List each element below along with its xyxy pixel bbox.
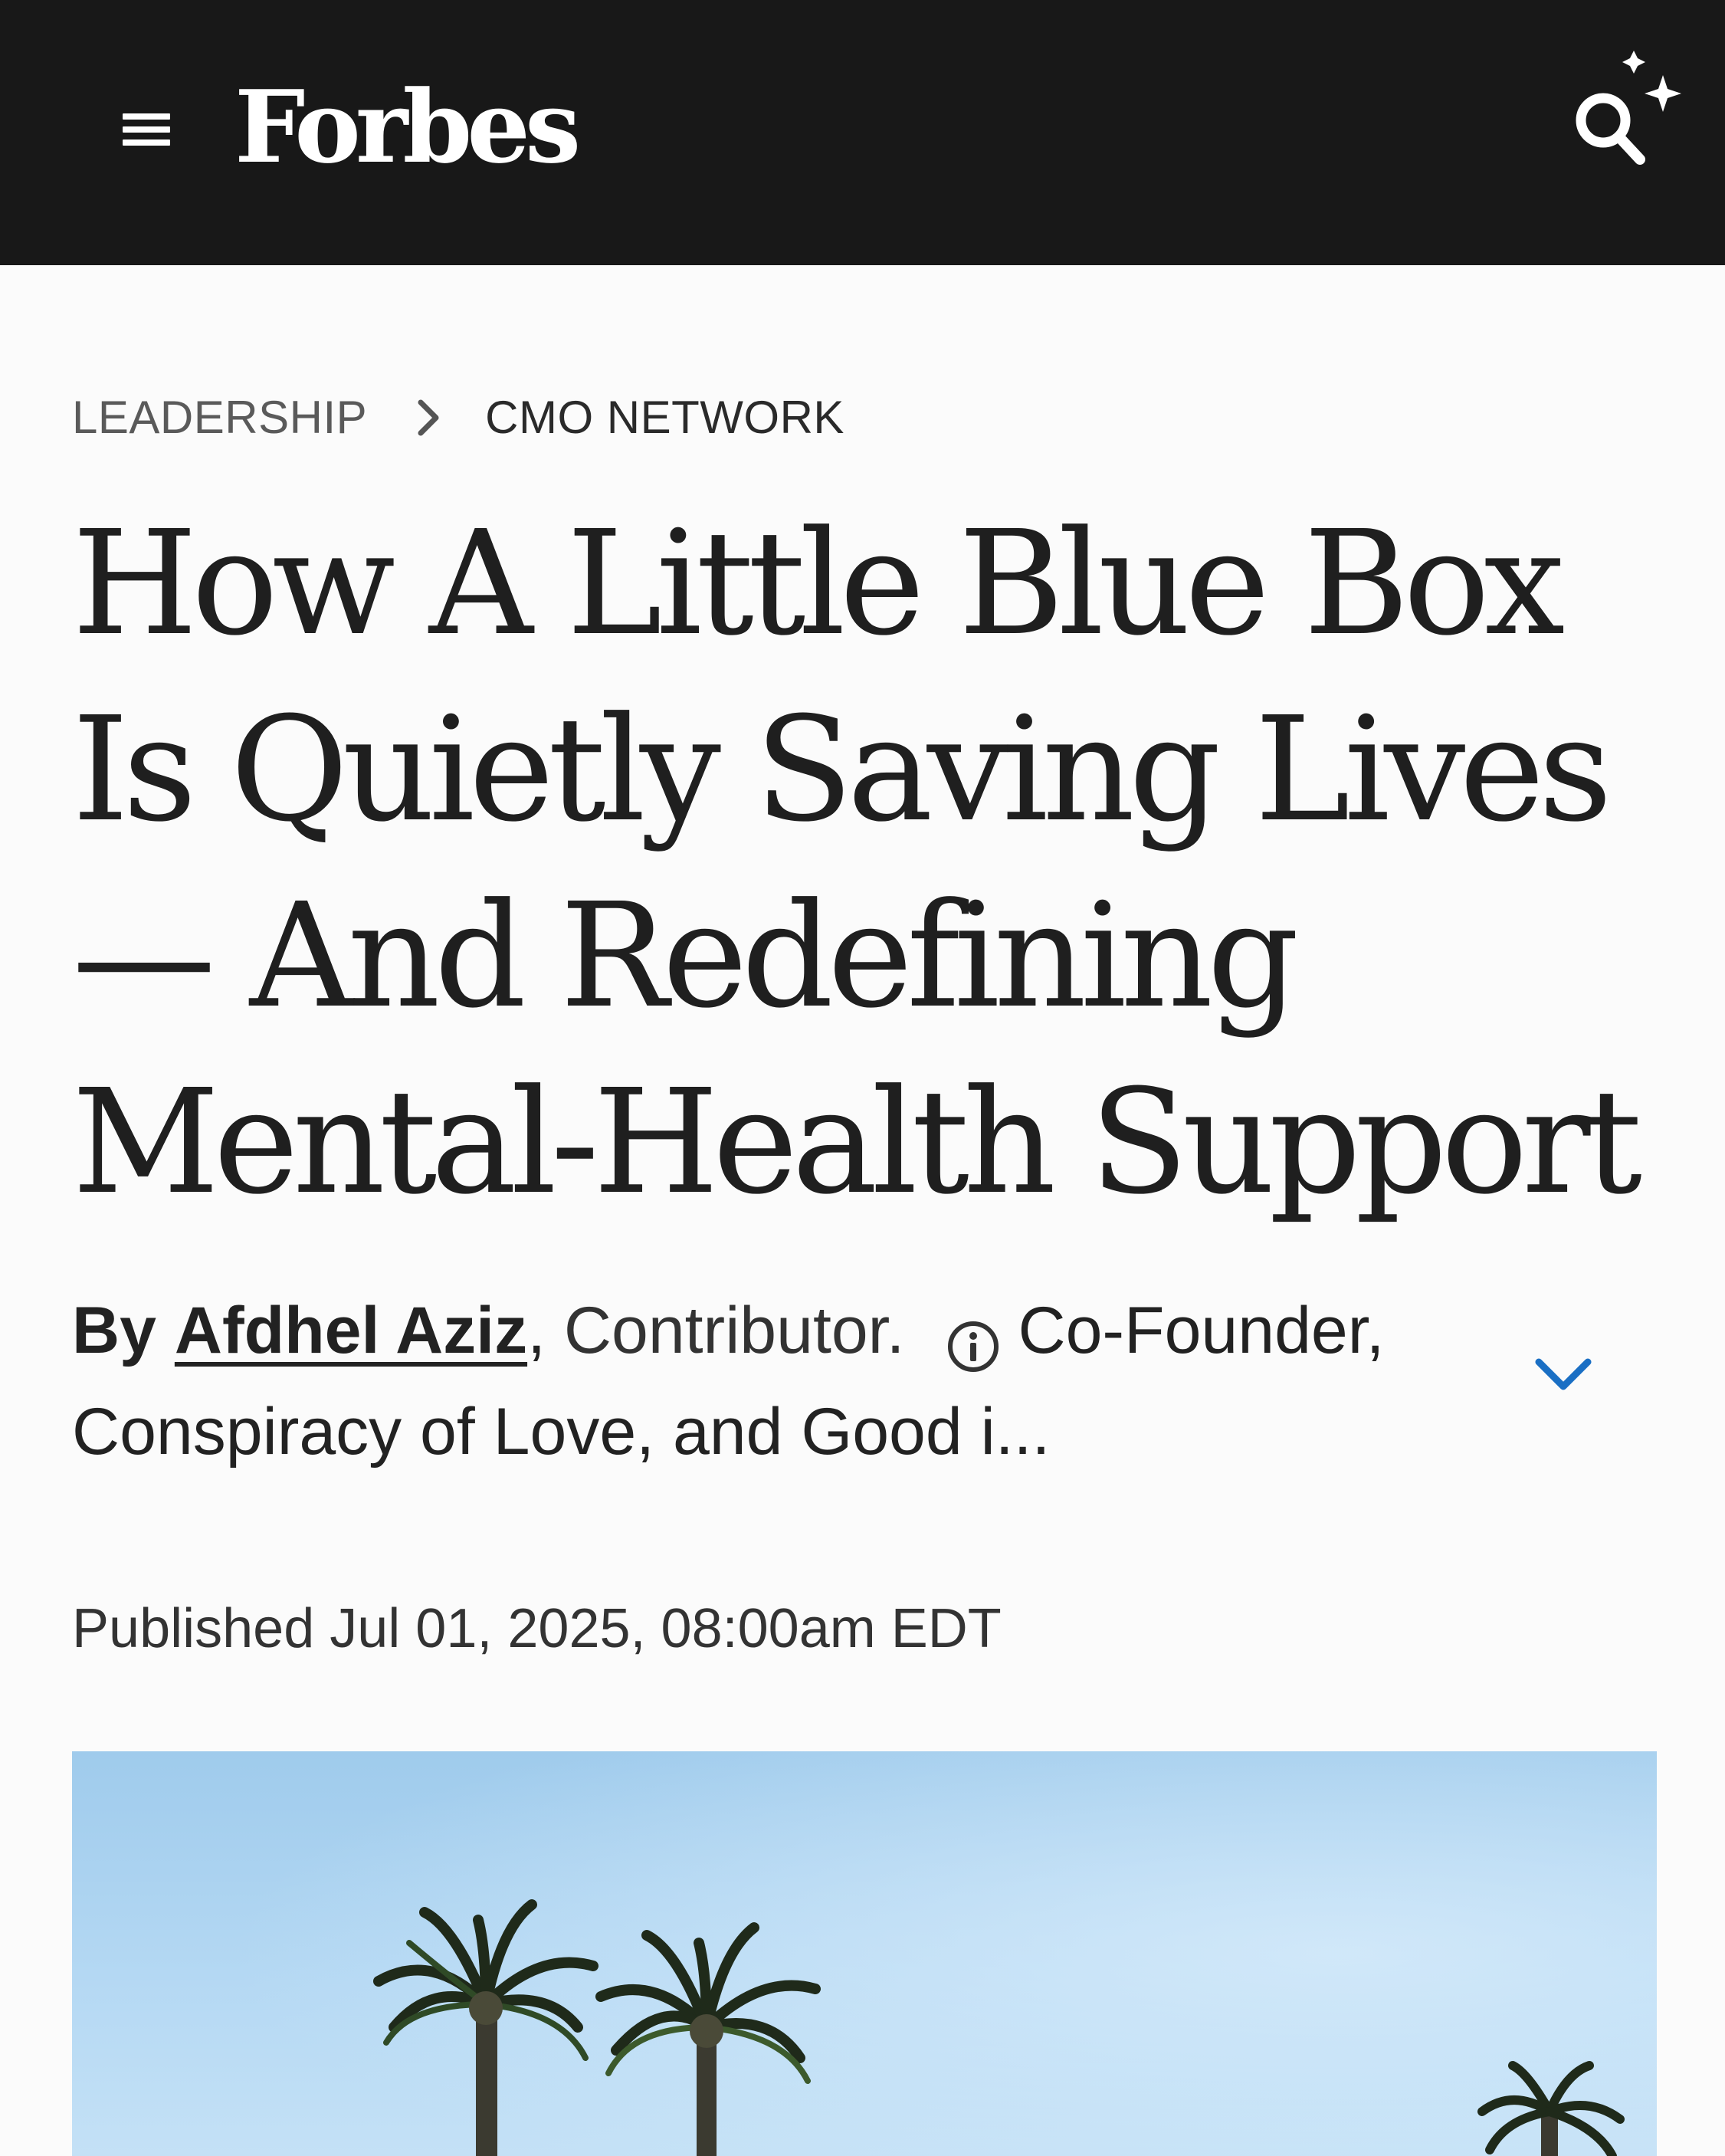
byline <box>72 1280 1528 1482</box>
chevron-down-icon[interactable] <box>1533 1345 1594 1406</box>
published-timestamp: Published Jul 01, 2025, 08:00am EDT <box>72 1598 1002 1659</box>
hamburger-menu-icon[interactable] <box>116 106 176 153</box>
ai-search-sparkle-icon[interactable] <box>1548 46 1686 184</box>
chevron-right-icon <box>405 395 451 441</box>
byline-prefix: By <box>72 1294 156 1367</box>
author-bio: Co-Founder, Conspiracy of Love, and Good i... <box>72 1294 1385 1469</box>
breadcrumb-leadership[interactable]: LEADERSHIP <box>72 392 368 443</box>
byline-comma: , <box>527 1294 546 1367</box>
author-link[interactable]: Afdhel Aziz <box>174 1294 528 1367</box>
hero-image[interactable] <box>72 1751 1657 2156</box>
article-headline: How A Little Blue Box Is Quietly Saving Lives — And Redefining Mental-Health Support <box>72 500 1637 1226</box>
top-nav-bar <box>0 0 1725 265</box>
forbes-logo[interactable]: Forbes <box>234 68 576 185</box>
breadcrumb-cmo-network[interactable]: CMO NETWORK <box>485 392 844 443</box>
breadcrumb <box>72 387 844 448</box>
author-role: Contributor. <box>563 1294 905 1367</box>
info-circle-icon[interactable] <box>946 1301 1001 1357</box>
